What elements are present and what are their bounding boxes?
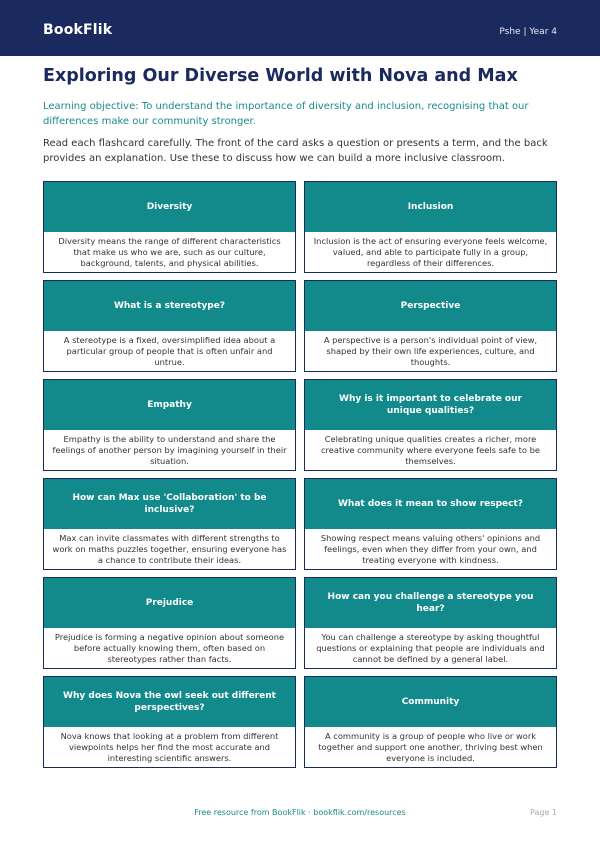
flashcard[interactable] xyxy=(43,280,296,372)
flashcard[interactable] xyxy=(304,181,557,273)
flashcard[interactable] xyxy=(43,181,296,273)
flashcard-back: Max can invite classmates with different strengths to work on maths puzzles together, ensuring everyone has a chance to contribute their ideas. xyxy=(52,532,287,565)
page-title: Exploring Our Diverse World with Nova and Max xyxy=(43,66,518,86)
footer-resource-link[interactable]: Free resource from BookFlik · bookflik.com/resources xyxy=(194,808,406,817)
flashcard-grid xyxy=(43,181,557,768)
flashcard-back: Showing respect means valuing others' opinions and feelings, even when they differ from your own, and treating everyone with kindness. xyxy=(320,532,541,565)
flashcard-back: Celebrating unique qualities creates a richer, more creative community where everyone feels safe to be themselves. xyxy=(320,433,541,466)
flashcard-front: Community xyxy=(305,677,556,727)
header-bar xyxy=(0,0,600,56)
flashcard[interactable] xyxy=(304,577,557,669)
intro-text: Read each flashcard carefully. The front of the card asks a question or presents a term, and the back provides an explanation. Use these to discuss how we can build a more inclusive classroom. xyxy=(43,138,548,164)
flashcard-back: A stereotype is a fixed, oversimplified idea about a particular group of people that is often unfair and untrue. xyxy=(63,334,276,367)
flashcard-front: Perspective xyxy=(305,281,556,331)
subject-year-label: Pshe | Year 4 xyxy=(499,27,557,37)
flashcard-front: Why is it important to celebrate our unique qualities? xyxy=(305,380,556,430)
flashcard-front: What does it mean to show respect? xyxy=(305,479,556,529)
flashcard-front: How can you challenge a stereotype you hear? xyxy=(305,578,556,628)
flashcard-front: Inclusion xyxy=(305,182,556,232)
flashcard[interactable] xyxy=(304,280,557,372)
flashcard-back: Prejudice is forming a negative opinion about someone before actually knowing them, often based on stereotypes rather than facts. xyxy=(54,631,285,664)
flashcard-front: Prejudice xyxy=(44,578,295,628)
flashcard-back: Diversity means the range of different characteristics that make us who we are, such as our culture, background, talents, and physical abilities. xyxy=(58,235,281,268)
flashcard-front: How can Max use 'Collaboration' to be inclusive? xyxy=(44,479,295,529)
flashcard-back: Nova knows that looking at a problem from different viewpoints helps her find the most accurate and interesting scientific answers. xyxy=(60,730,279,763)
flashcard-back: A community is a group of people who live or work together and support one another, thriving best when everyone is included. xyxy=(318,730,543,763)
flashcard-back: A perspective is a person's individual point of view, shaped by their own life experiences, culture, and thoughts. xyxy=(323,334,538,367)
flashcard[interactable] xyxy=(304,478,557,570)
flashcard[interactable] xyxy=(43,379,296,471)
flashcard-front: Diversity xyxy=(44,182,295,232)
flashcard-back: Inclusion is the act of ensuring everyone feels welcome, valued, and able to participate fully in a group, regardless of their differences. xyxy=(313,235,548,268)
flashcard[interactable] xyxy=(304,379,557,471)
flashcard[interactable] xyxy=(304,676,557,768)
brand-logo[interactable]: BookFlik xyxy=(43,22,113,38)
flashcard[interactable] xyxy=(43,577,296,669)
learning-objective: Learning objective: To understand the importance of diversity and inclusion, recognising that our differences make our community stronger. xyxy=(43,101,529,127)
flashcard-back: Empathy is the ability to understand and share the feelings of another person by imagining yourself in their situation. xyxy=(52,433,287,466)
flashcard-front: Why does Nova the owl seek out different perspectives? xyxy=(44,677,295,727)
flashcard[interactable] xyxy=(43,676,296,768)
flashcard-front: What is a stereotype? xyxy=(44,281,295,331)
flashcard-front: Empathy xyxy=(44,380,295,430)
flashcard-back: You can challenge a stereotype by asking thoughtful questions or explaining that people are individuals and cannot be defined by a general label. xyxy=(316,631,545,664)
flashcard[interactable] xyxy=(43,478,296,570)
page-number: Page 1 xyxy=(530,808,557,817)
